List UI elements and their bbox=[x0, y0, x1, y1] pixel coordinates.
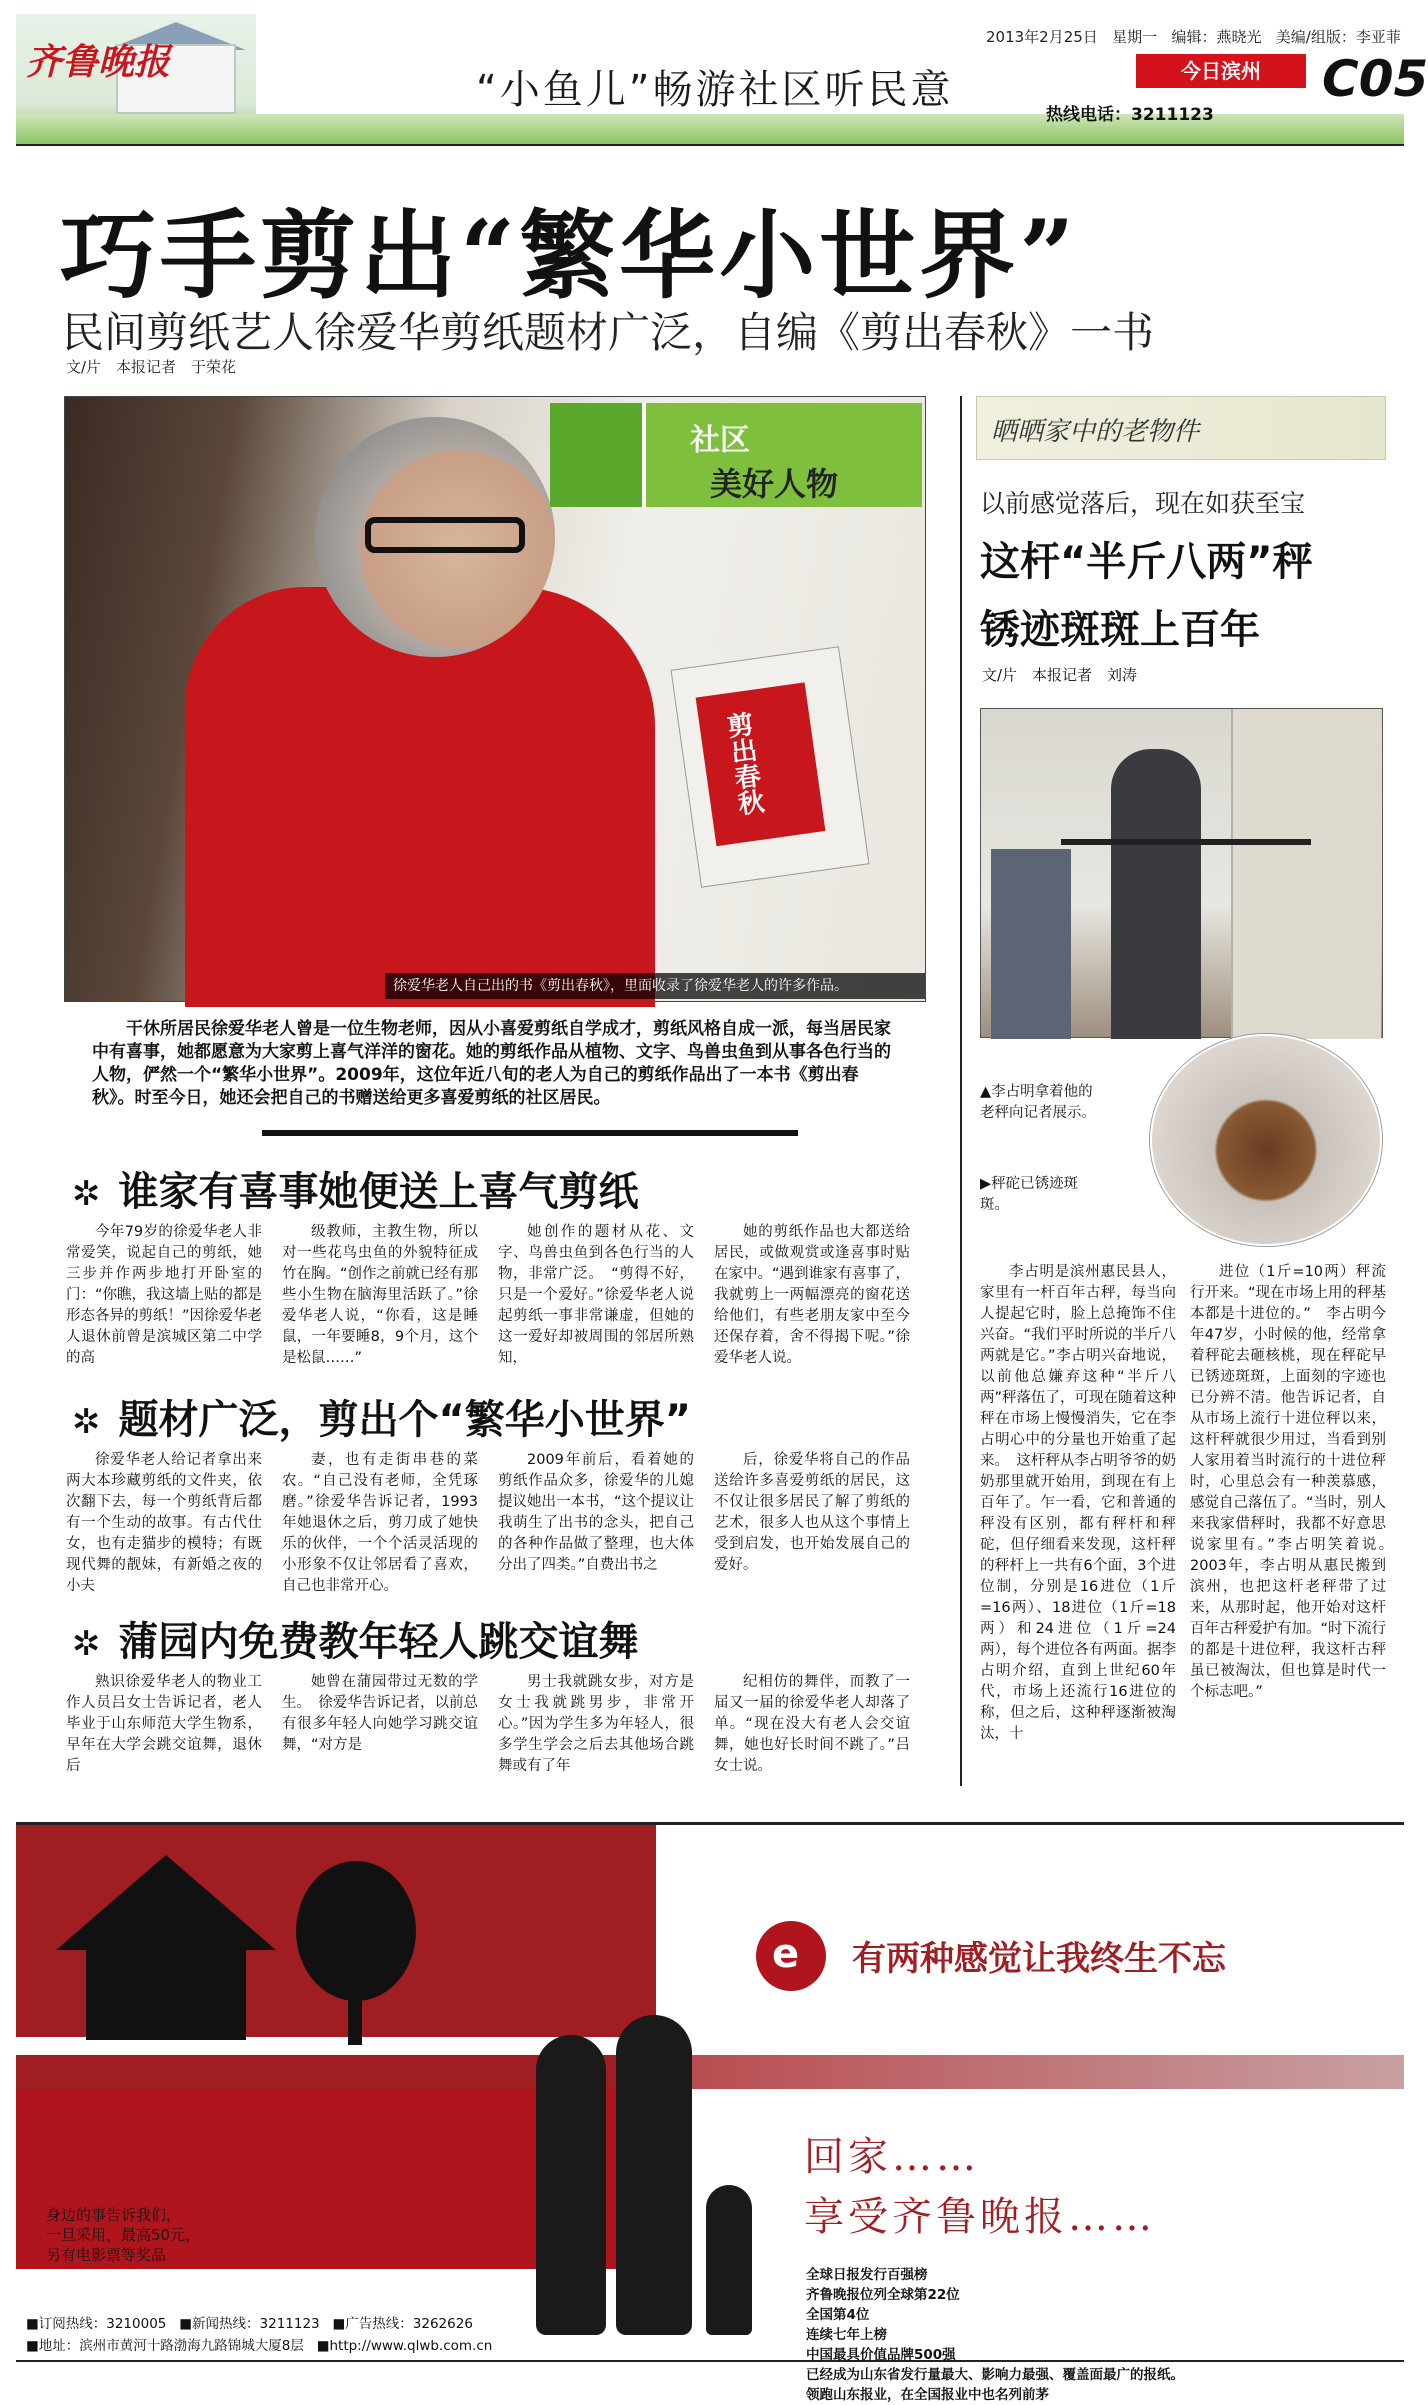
photo-caption: 徐爱华老人自己出的书《剪出春秋》，里面收录了徐爱华老人的许多作品。 bbox=[385, 973, 925, 999]
section3-col2: 她曾在蒲园带过无数的学生。 徐爱华告诉记者，以前总有很多年轻人向她学习跳交谊舞，“对方是 bbox=[282, 1674, 478, 1753]
section2-col3: 2009年前后，看着她的剪纸作品众多，徐爱华的儿媳提议她出一本书，“这个提议让我萌生了出书的念头，把自己的各种作品做了整理，也大体分出了四类。”自费出书之 bbox=[498, 1452, 695, 1573]
section2-col4: 后，徐爱华将自己的作品送给许多喜爱剪纸的居民，这不仅让很多居民了解了剪纸的艺术，很多人也从这个事情上受到启发，也开始发展自己的爱好。 bbox=[714, 1452, 910, 1573]
section-title: “小鱼儿”畅游社区听民意 bbox=[476, 67, 954, 113]
issue-date: 2013年2月25日 bbox=[986, 28, 1098, 46]
website-link[interactable]: ■http://www.qlwb.com.cn bbox=[316, 2338, 493, 2354]
side-caption-1: ▲李占明拿着他的老秤向记者展示。 bbox=[980, 1084, 1096, 1121]
flower-icon: ✲ bbox=[72, 1624, 101, 1664]
community-badge bbox=[550, 403, 922, 507]
section2-col1: 徐爱华老人给记者拿出来两大本珍藏剪纸的文件夹，依次翻下去，每一个剪纸背后都有一个生动的故事。有古代仕女，也有走猫步的模特；有既现代舞的靓妹，有新婚之夜的小夫 bbox=[66, 1452, 262, 1594]
scale-photo bbox=[980, 708, 1383, 1038]
flower-icon: ✲ bbox=[72, 1402, 101, 1442]
section1-col2: 级教师，主教生物，所以对一些花鸟虫鱼的外貌特征成竹在胸。“创作之前就已经有那些小生物在脑海里活跃了。”徐爱华老人说，“你看，这是睡鼠，一年要睡8，9个月，这个是松鼠……” bbox=[282, 1224, 479, 1366]
office-address: ■地址：滨州市黄河十路渤海九路锦城大厦8层 bbox=[26, 2338, 304, 2354]
seated-person bbox=[991, 849, 1071, 1039]
ad-facts: 全球日报发行百强榜 齐鲁晚报位列全球第22位 全国第4位 连续七年上榜 中国最具价值品牌500强 已经成为山东省发行量最大、影响力最强、覆盖面最广的报纸。 领跑山东报业，在全国报业中也名列前茅 bbox=[806, 2267, 1184, 2403]
flower-icon: ✲ bbox=[72, 1174, 101, 1214]
logo-text: 齐鲁晚报 bbox=[26, 41, 171, 83]
tip-off-note: 身边的事告诉我们， 一旦采用，最高50元， 另有电影票等奖品 bbox=[46, 2206, 201, 2264]
side-kicker: 以前感觉落后，现在如获至宝 bbox=[980, 489, 1306, 518]
ad-slogan: 有两种感觉让我终生不忘 bbox=[852, 1939, 1226, 1979]
side-col1: 李占明是滨州惠民县人，家里有一杆百年古秤，每当向人提起它时，脸上总掩饰不住兴奋。“我们平时所说的半斤八两就是它。”李占明兴奋地说，以前他总嫌弃这种“半斤八两”秤落伍了，可现在随着这种秤在市场上慢慢消失，它在李占明心中的分量也开始重了起来。 这杆秤从李占明爷爷的奶奶那里就开始用，到现在有上百年了。乍一看，它和普通的秤没有区别，都有秤杆和秤砣，但仔细看来发现，这杆秤的秤杆上一共有6个面，3个进位制，分别是16进位（1斤=16两）、18进位（1斤=18两）和24进位（1斤=24两），每个进位各有两面。据李占明介绍，直到上世纪60年代，市场上还流行16进位的称，但之后，这种秤逐渐被淘汰，十 bbox=[980, 1264, 1177, 1742]
section1-col3: 她创作的题材从花、文字、鸟兽虫鱼到各色行当的人物，非常广泛。 “剪得不好，只是一个爱好。”徐爱华老人说起剪纸一事非常谦虚，但她的这一爱好却被周围的邻居所熟知， bbox=[498, 1224, 694, 1366]
page-number: C05 bbox=[1322, 50, 1428, 108]
side-title-line-2: 锈迹斑斑上百年 bbox=[980, 607, 1260, 653]
section1-col4: 她的剪纸作品也大都送给居民，或做观赏或逢喜事时贴在家中。“遇到谁家有喜事了，我就剪上一两幅漂亮的窗花送给他们，有些老朋友家中至今还保存着，舍不得揭下呢。”徐爱华老人说。 bbox=[714, 1224, 911, 1366]
headline: 巧手剪出“繁华小世界” bbox=[60, 199, 1079, 312]
family-silhouette bbox=[536, 2015, 756, 2335]
main-photo bbox=[64, 396, 926, 1002]
intro-paragraph: 干休所居民徐爱华老人曾是一位生物老师，因从小喜爱剪纸自学成才，剪纸风格自成一派，每当居民家中有喜事，她都愿意为大家剪上喜气洋洋的窗花。她的剪纸作品从植物、文字、鸟兽虫鱼到从事各色行当的人物，俨然一个“繁华小世界”。2009年，这位年近八旬的老人为自己的剪纸作品出了一本书《剪出春秋》。时至今日，她还会把自己的书赠送给更多喜爱剪纸的社区居民。 bbox=[92, 1019, 891, 1108]
ad-headline-1: 回家…… bbox=[804, 2134, 980, 2180]
section-heading-3: ✲ 蒲园内免费教年轻人跳交谊舞 bbox=[72, 1619, 639, 1665]
weight-closeup-photo bbox=[1150, 1034, 1382, 1246]
tree-icon bbox=[296, 1861, 416, 2001]
ad-headline-2: 享受齐鲁晚报…… bbox=[804, 2194, 1156, 2240]
contact-info bbox=[26, 2313, 492, 2357]
divider bbox=[262, 1130, 798, 1136]
ads-hotline: ■广告热线：3262626 bbox=[332, 2316, 473, 2332]
book-title: 剪出春秋 bbox=[721, 710, 766, 818]
column-rule bbox=[960, 396, 962, 1786]
page-header bbox=[16, 14, 1428, 146]
house-icon-body bbox=[86, 1950, 246, 2040]
section3-col4: 纪相仿的舞伴，而教了一届又一届的徐爱华老人却落了单。“现在没大有老人会交谊舞，她也好长时间不跳了。”吕女士说。 bbox=[714, 1674, 910, 1774]
hands-icon bbox=[550, 403, 642, 507]
side-title-line-1: 这杆“半斤八两”秤 bbox=[980, 539, 1313, 585]
section1-col1: 今年79岁的徐爱华老人非常爱笑，说起自己的剪纸，她三步并作两步地打开卧室的门：“你瞧，我这墙上贴的都是形态各异的剪纸！”因徐爱华老人退休前曾是滨城区第二中学的高 bbox=[66, 1224, 263, 1366]
book-prop bbox=[671, 646, 870, 888]
section-heading-2: ✲ 题材广泛，剪出个“繁华小世界” bbox=[72, 1397, 692, 1443]
section-heading-1: ✲ 谁家有喜事她便送上喜气剪纸 bbox=[72, 1169, 639, 1215]
subscribe-hotline: ■订阅热线：3210005 bbox=[26, 2316, 167, 2332]
hotline: 热线电话：3211123 bbox=[1046, 105, 1214, 125]
side-col2: 进位（1斤=10两）秤流行开来。“现在市场上用的秤基本都是十进位的。” 李占明今年47岁，小时候的他，经常拿着秤砣去砸核桃，现在秤砣早已锈迹斑斑，上面刻的字迹也已分辨不清。他告诉记者，自从市场上流行十进位秤以来，这杆秤就很少用过，当看到别人家用着当时流行的十进位秤时，心里总会有一种羡慕感，感觉自己落伍了。“当时，别人来我家借秤时，我都不好意思说家里有。”李占明笑着说。 2003年，李占明从惠民搬到滨州，也把这杆老秤带了过来，从那时起，他开始对这杆百年古秤爱护有加。“时下流行的都是十进位秤，我这杆古秤虽已被淘汰，但也算是时代一个标志吧。” bbox=[1190, 1264, 1401, 1700]
column-banner bbox=[976, 396, 1386, 460]
badge-line-2: 美好人物 bbox=[710, 465, 839, 503]
section3-col3: 男士我就跳女步，对方是女士我就跳男步，非常开心。”因为学生多为年轻人，很多学生学会之后去其他场合跳舞或有了年 bbox=[498, 1674, 694, 1774]
tree-trunk bbox=[348, 1995, 362, 2045]
badge-line-1: 社区 bbox=[690, 423, 750, 458]
steelyard-scale bbox=[1061, 839, 1311, 845]
column-banner-text: 晒晒家中的老物件 bbox=[991, 417, 1200, 447]
section-tag: 今日滨州 bbox=[1136, 54, 1306, 88]
glasses bbox=[365, 517, 525, 553]
man-holding-scale bbox=[1111, 749, 1201, 1039]
news-hotline: ■新闻热线：3211123 bbox=[179, 2316, 320, 2332]
issue-meta bbox=[986, 26, 1401, 47]
advertisement bbox=[16, 1822, 1404, 2403]
section3-col1: 熟识徐爱华老人的物业工作人员吕女士告诉记者，老人毕业于山东师范大学生物系，早年在大学会跳交谊舞，退休后 bbox=[66, 1674, 262, 1774]
side-caption-2: ▶秤砣已锈迹斑斑。 bbox=[980, 1176, 1079, 1213]
section2-col2: 妻，也有走街串巷的菜农。“自己没有老师，全凭琢磨。”徐爱华告诉记者，1993年她退休之后，剪刀成了她快乐的伙伴，一个个活灵活现的小形象不仅让邻居看了喜欢，自己也非常开心。 bbox=[282, 1452, 478, 1594]
house-icon bbox=[56, 1855, 276, 1950]
issue-weekday: 星期一 bbox=[1112, 28, 1158, 46]
designer-credit: 美编/组版：李亚菲 bbox=[1275, 28, 1401, 46]
side-byline: 文/片 本报记者 刘涛 bbox=[982, 666, 1138, 684]
editor-credit: 编辑：燕晓光 bbox=[1171, 28, 1262, 46]
subheadline: 民间剪纸艺人徐爱华剪纸题材广泛，自编《剪出春秋》一书 bbox=[62, 308, 1155, 357]
qlwb-logo-icon: e bbox=[756, 1921, 826, 1991]
byline: 文/片 本报记者 于荣花 bbox=[66, 358, 237, 376]
